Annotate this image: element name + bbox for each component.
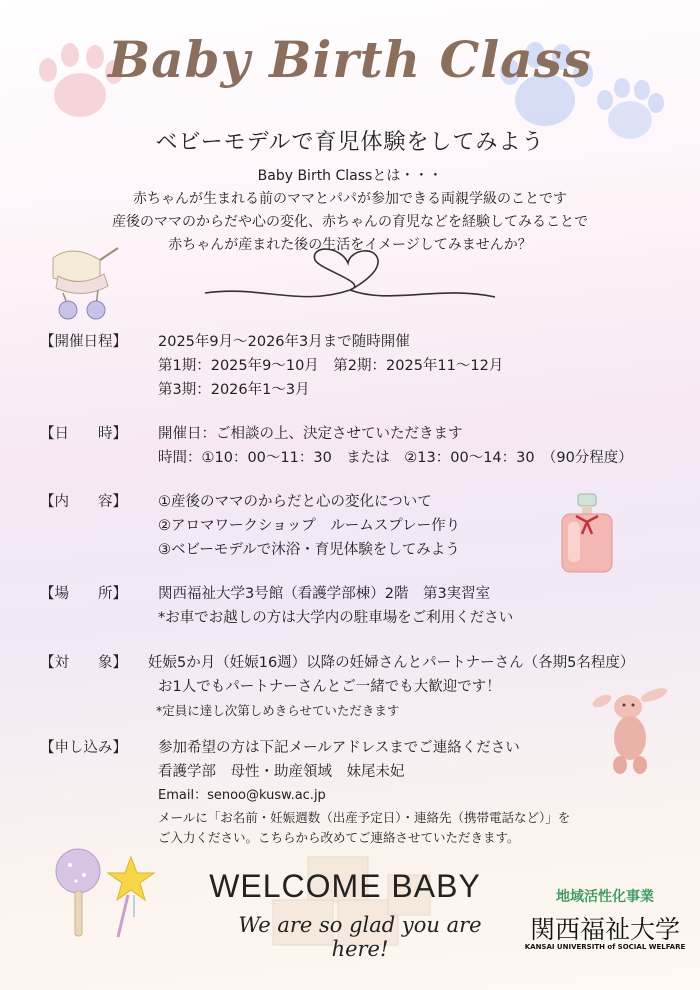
welcome-heading: WELCOME BABY [209,868,481,904]
datetime-content [158,422,633,470]
schedule-content [158,330,503,402]
content-line: ③ベビーモデルで沐浴・育児体験をしてみよう [158,542,460,558]
intro-text [60,165,640,257]
section-place [40,582,680,630]
page-title: Baby Birth Class [107,30,593,89]
welcome-subheading: We are so glad you are here! [238,913,482,961]
intro-line: Baby Birth Classとは・・・ [257,168,443,184]
intro-line: 赤ちゃんが生まれる前のママとパパが参加できる両親学級のことです [133,191,567,207]
intro-line: 赤ちゃんが産まれた後の生活をイメージしてみませんか？ [168,237,532,253]
section-datetime [40,422,680,470]
target-content [148,651,634,723]
apply-label: 【申し込み】 [40,740,127,756]
apply-line: 看護学部 母性・助産領域 妹尾未妃 [158,764,405,780]
apply-line: ご入力ください。こちらから改めてご連絡させていただきます。 [158,830,520,845]
apply-content [158,736,570,848]
perfume-bottle-icon [556,492,618,577]
target-note: *定員に達し次第しめきらせていただきます [156,703,400,718]
intro-line: 産後のママのからだや心の変化、赤ちゃんの育児などを経験してみることで [112,214,588,230]
project-tag: 地域活性化事業 [556,889,654,905]
section-schedule [40,330,680,402]
apply-line: メールに「お名前・妊娠週数（出産予定日）・連絡先（携帯電話など）」を [158,810,571,825]
content-content [158,490,460,562]
schedule-line: 第1期：2025年9～10月 第2期：2025年11～12月 [158,358,504,374]
target-label: 【対 象】 [40,655,127,671]
datetime-label: 【日 時】 [40,426,127,442]
place-content [158,582,513,630]
content-label: 【内 容】 [40,494,127,510]
schedule-line: 2025年9月～2026年3月まで随時開催 [158,334,410,350]
page-subtitle: ベビーモデルで育児体験をしてみよう [155,130,545,155]
section-apply [40,736,680,845]
target-line: 妊娠5か月（妊娠16週）以降の妊婦さんとパートナーさん（各期5名程度） [148,655,635,671]
star-wand-icon [104,855,159,940]
place-label: 【場 所】 [40,586,127,602]
heart-line-divider [200,245,500,315]
target-line: お1人でもパートナーさんとご一緒でも大歓迎です！ [158,679,501,695]
place-line: 関西福祉大学3号館（看護学部棟）2階 第3実習室 [158,586,491,602]
content-line: ①産後のママのからだと心の変化について [158,494,432,510]
schedule-label: 【開催日程】 [40,334,127,350]
apply-line: 参加希望の方は下記メールアドレスまでご連絡ください [158,740,520,756]
stroller-icon [38,238,128,323]
university-logo-name: 関西福祉大学 [529,915,680,944]
email-address[interactable]: Email：senoo@kusw.ac.jp [158,788,326,803]
content-line: ②アロマワークショップ ルームスプレー作り [158,518,461,534]
rattle-icon [50,845,110,940]
datetime-line: 時間：①10：00～11：30 または ②13：00～14：30 （90分程度） [158,450,633,466]
place-line: *お車でお越しの方は大学内の駐車場をご利用ください [158,610,514,626]
university-logo-english: KANSAI UNIVERSITH of SOCIAL WELFARE [524,943,686,951]
datetime-line: 開催日：ご相談の上、決定させていただきます [158,426,463,442]
section-target [40,651,680,723]
schedule-line: 第3期：2026年1～3月 [158,382,310,398]
